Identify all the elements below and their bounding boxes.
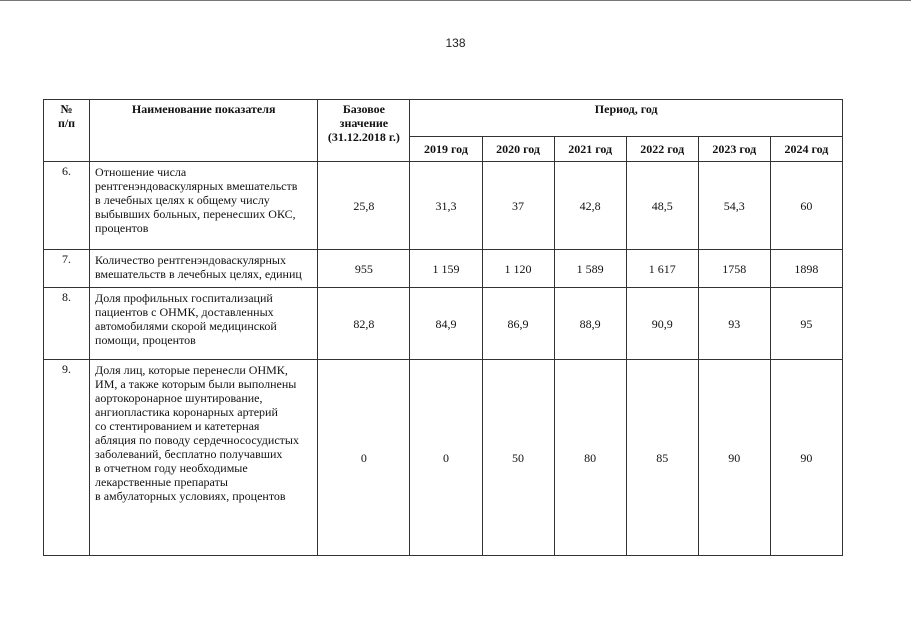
header-year-2023: 2023 год: [698, 137, 770, 162]
year-value-2019: 0: [410, 360, 482, 556]
indicator-name-line: аортокоронарное шунтирование,: [95, 391, 263, 405]
header-year-2019: 2019 год: [410, 137, 482, 162]
row-number: 9.: [44, 360, 90, 556]
header-year-2022: 2022 год: [626, 137, 698, 162]
indicator-name-line: заболеваний, бесплатно получавших: [95, 447, 283, 461]
row-number: 8.: [44, 288, 90, 360]
year-value-2020: 86,9: [482, 288, 554, 360]
year-value-2020: 50: [482, 360, 554, 556]
base-value: 0: [318, 360, 410, 556]
year-value-2021: 42,8: [554, 162, 626, 250]
header-year-2021: 2021 год: [554, 137, 626, 162]
table-row: [44, 162, 843, 250]
indicator-name-line: со стентированием и катетерная: [95, 419, 260, 433]
indicator-name: [90, 360, 318, 556]
indicator-name-line: в отчетном году необходимые: [95, 461, 248, 475]
year-value-2020: 1 120: [482, 250, 554, 288]
year-value-2020: 37: [482, 162, 554, 250]
year-value-2019: 31,3: [410, 162, 482, 250]
indicator-name-line: абляция по поводу сердечнососудистых: [95, 433, 299, 447]
indicator-name-line: выбывших больных, перенесших ОКС,: [95, 207, 296, 221]
year-value-2019: 84,9: [410, 288, 482, 360]
table-row: [44, 360, 843, 556]
base-value: 955: [318, 250, 410, 288]
indicator-name-line: Количество рентгенэндоваскулярных: [95, 253, 286, 267]
indicator-name-line: ангиопластика коронарных артерий: [95, 405, 278, 419]
year-value-2024: 90: [770, 360, 842, 556]
year-value-2022: 1 617: [626, 250, 698, 288]
indicator-name-line: Отношение числа: [95, 165, 187, 179]
year-value-2024: 95: [770, 288, 842, 360]
indicator-name-line: в амбулаторных условиях, процентов: [95, 489, 286, 503]
base-value: 82,8: [318, 288, 410, 360]
indicator-name-line: автомобилями скорой медицинской: [95, 319, 277, 333]
year-value-2022: 48,5: [626, 162, 698, 250]
base-value: 25,8: [318, 162, 410, 250]
indicator-name-line: ИМ, а также которым были выполнены: [95, 377, 297, 391]
indicator-name: [90, 288, 318, 360]
year-value-2021: 1 589: [554, 250, 626, 288]
year-value-2019: 1 159: [410, 250, 482, 288]
indicator-name-line: процентов: [95, 221, 149, 235]
indicator-name-line: рентгенэндоваскулярных вмешательств: [95, 179, 298, 193]
indicator-name-line: вмешательств в лечебных целях, единиц: [95, 267, 302, 281]
header-period: Период, год: [410, 100, 843, 137]
year-value-2022: 85: [626, 360, 698, 556]
table-row: [44, 250, 843, 288]
indicators-table: [43, 99, 843, 556]
header-year-2020: 2020 год: [482, 137, 554, 162]
row-number: 7.: [44, 250, 90, 288]
indicator-name-line: в лечебных целях к общему числу: [95, 193, 270, 207]
page-number: 138: [445, 36, 466, 50]
year-value-2021: 80: [554, 360, 626, 556]
header-year-2024: 2024 год: [770, 137, 842, 162]
year-value-2023: 90: [698, 360, 770, 556]
indicator-name-line: помощи, процентов: [95, 333, 196, 347]
page-top-edge: [0, 0, 911, 7]
indicator-name: [90, 162, 318, 250]
indicator-name-line: пациентов с ОНМК, доставленных: [95, 305, 274, 319]
indicator-name-line: Доля лиц, которые перенесли ОНМК,: [95, 363, 288, 377]
year-value-2023: 93: [698, 288, 770, 360]
year-value-2023: 1758: [698, 250, 770, 288]
year-value-2023: 54,3: [698, 162, 770, 250]
year-value-2022: 90,9: [626, 288, 698, 360]
indicator-name-line: Доля профильных госпитализаций: [95, 291, 273, 305]
indicator-name-line: лекарственные препараты: [95, 475, 228, 489]
year-value-2024: 1898: [770, 250, 842, 288]
table-row: [44, 288, 843, 360]
header-indicator-name: Наименование показателя: [90, 100, 318, 162]
year-value-2021: 88,9: [554, 288, 626, 360]
year-value-2024: 60: [770, 162, 842, 250]
header-number: № п/п: [44, 100, 90, 162]
indicator-name: [90, 250, 318, 288]
row-number: 6.: [44, 162, 90, 250]
header-base-value: Базовое значение (31.12.2018 г.): [318, 100, 410, 162]
